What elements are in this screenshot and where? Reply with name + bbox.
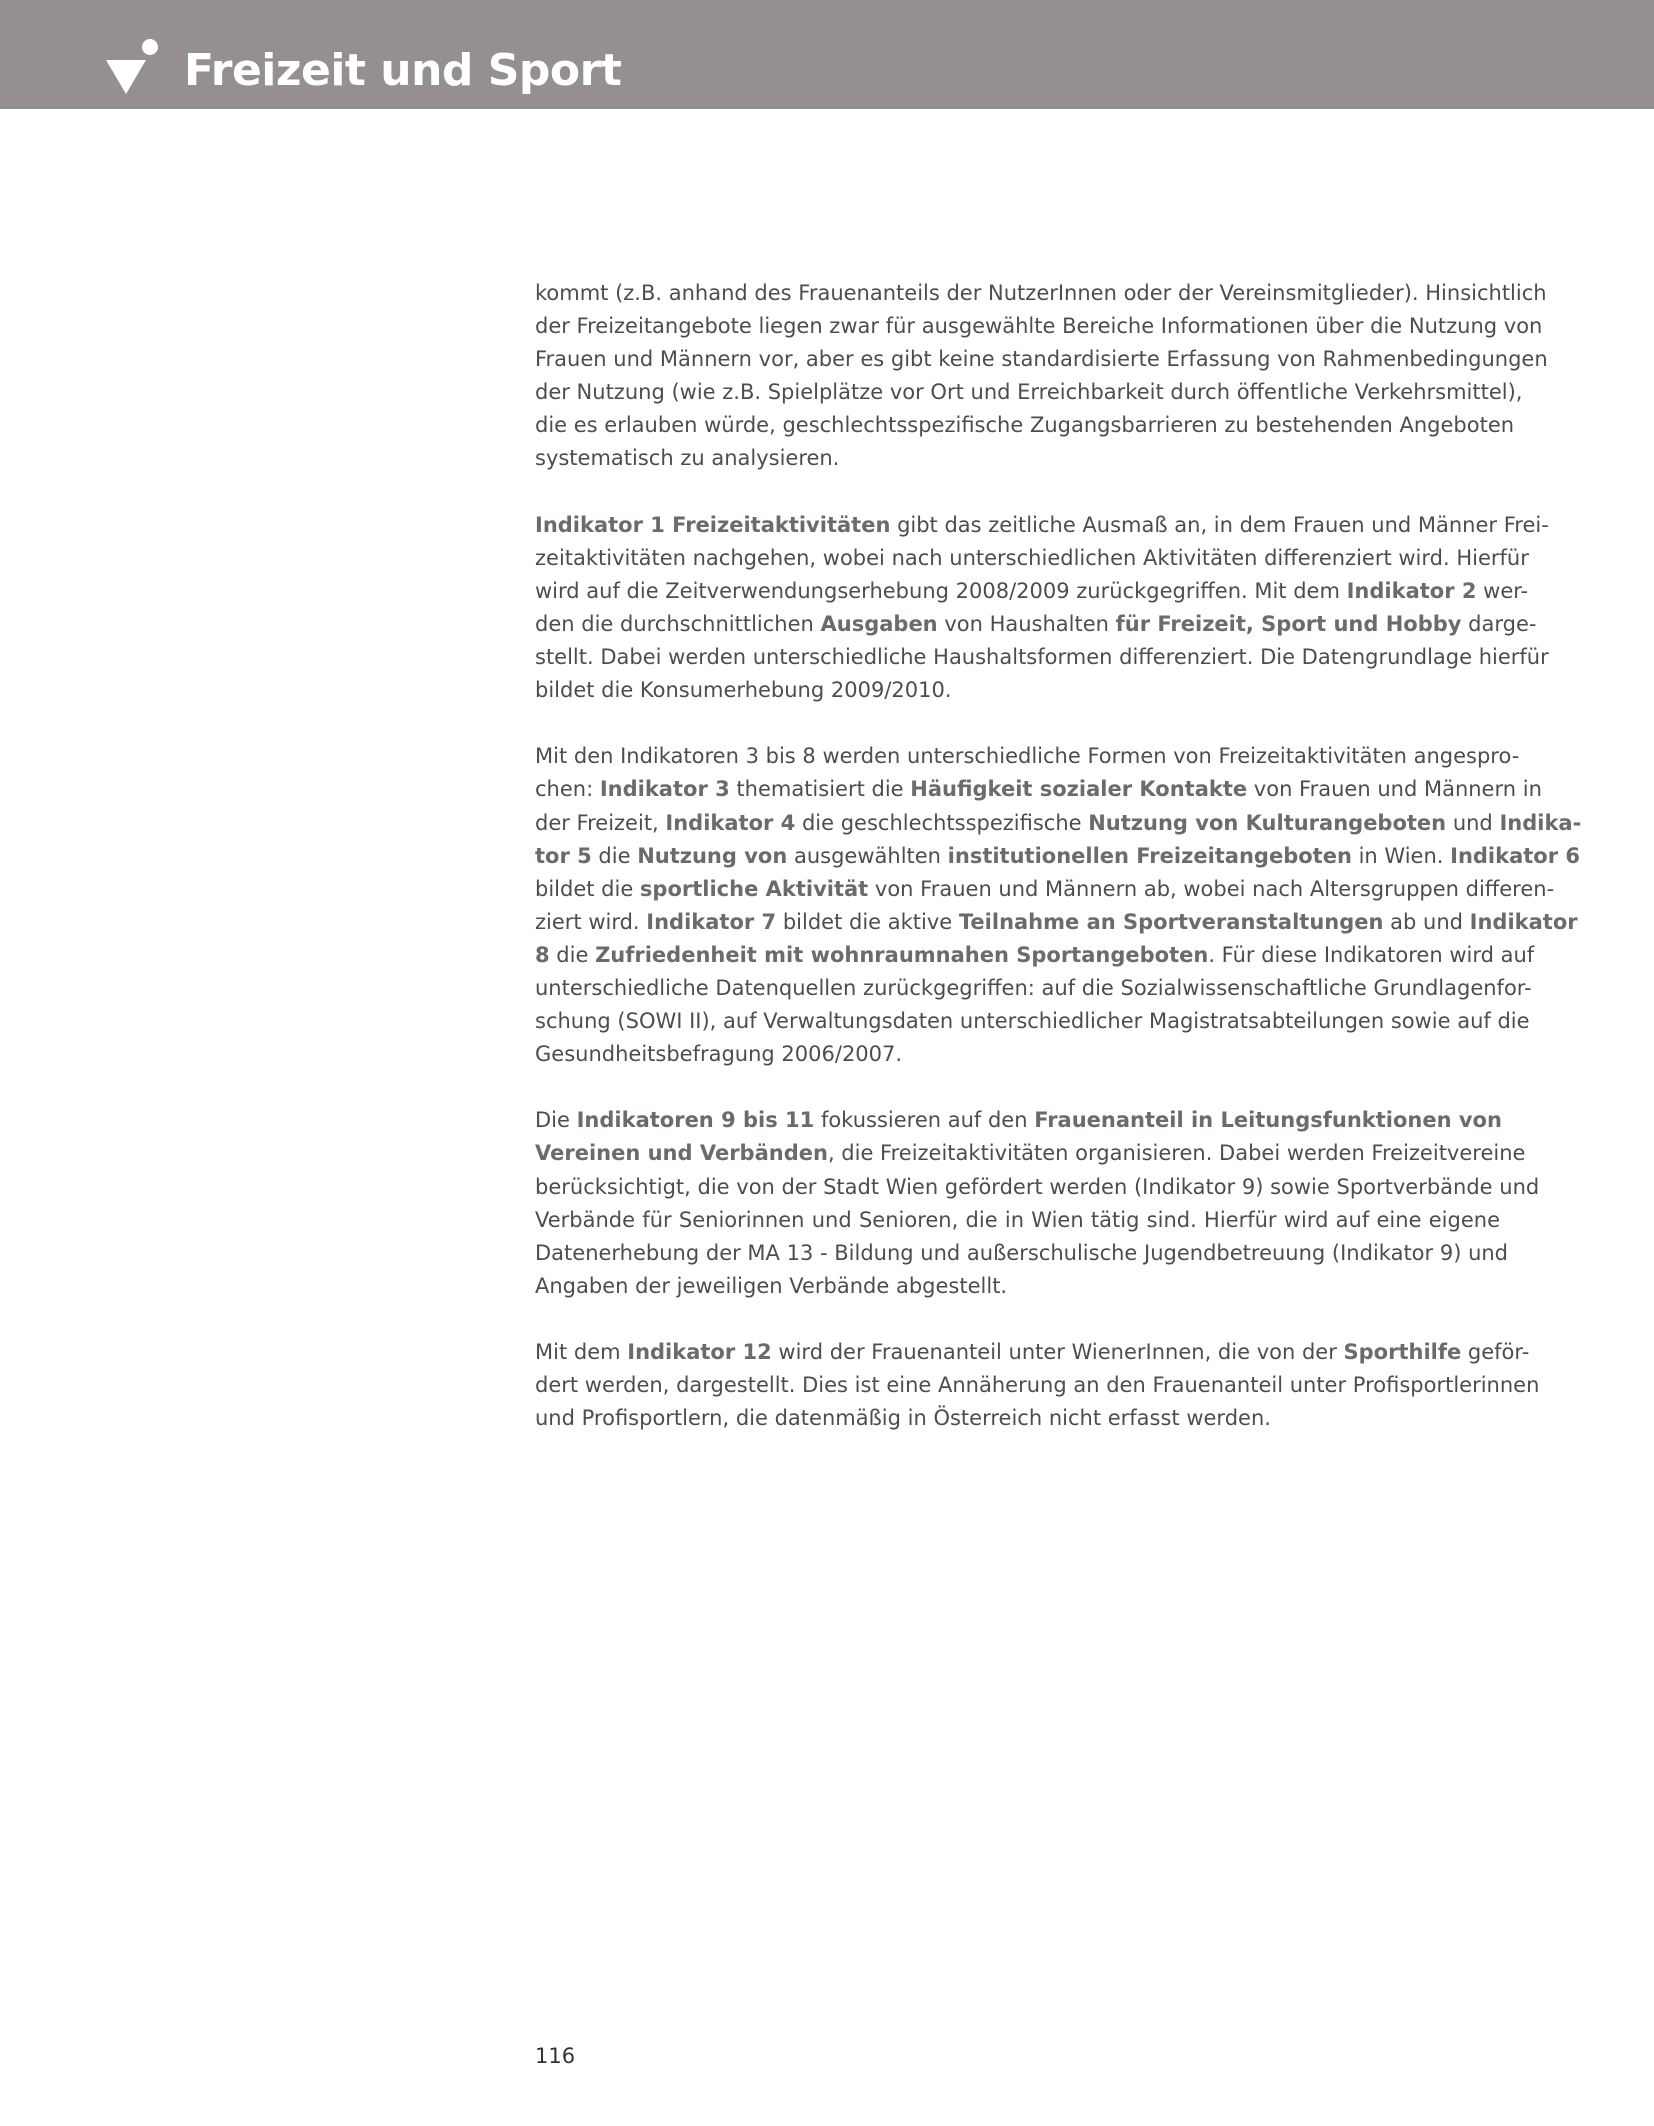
- text-run: Frauen und Männern vor, aber es gibt keine standardisierte Erfassung von Rahmenbedingungen: [535, 347, 1548, 372]
- text-run: kommt (z.B. anhand des Frauenanteils der NutzerInnen oder der Vereinsmitglieder). Hinsichtlich: [535, 281, 1547, 305]
- text-line: [535, 343, 1548, 376]
- text-run: der Freizeitangebote liegen zwar für ausgewählte Bereiche Informationen über die Nutzung von: [535, 314, 1543, 339]
- bold-text: Indika-: [1499, 810, 1582, 835]
- body-text: [535, 277, 1582, 1468]
- paragraph: [535, 740, 1582, 1071]
- text-run: , die Freizeitaktivitäten organisieren. Dabei werden Freizeitvereine: [827, 1141, 1526, 1166]
- text-run: Angaben der jeweiligen Verbände abgestellt.: [535, 1273, 1008, 1298]
- text-run: wer-: [1476, 578, 1529, 603]
- bold-text: sportliche Aktivität: [639, 876, 869, 901]
- text-run: stellt. Dabei werden unterschiedliche Haushaltsformen differenziert. Die Datengrundlage hierfür: [535, 645, 1549, 670]
- bold-text: Indikator 7: [646, 909, 777, 934]
- bold-text: Frauenanteil in Leitungsfunktionen von: [1034, 1108, 1502, 1133]
- text-run: Die: [535, 1108, 577, 1133]
- text-line: [535, 1171, 1540, 1204]
- text-line: [535, 509, 1549, 542]
- text-run: der Nutzung (wie z.B. Spielplätze vor Ort und Erreichbarkeit durch öffentliche Verkehrsmittel),: [535, 380, 1523, 405]
- text-run: der Freizeit,: [535, 810, 666, 835]
- text-run: unterschiedliche Datenquellen zurückgegriffen: auf die Sozialwissenschaftliche Grundlagenfor-: [535, 975, 1532, 1000]
- bold-text: Indikatoren 9 bis 11: [576, 1108, 815, 1133]
- text-run: bildet die aktive: [776, 909, 959, 934]
- text-line: [535, 376, 1523, 409]
- text-run: wird auf die Zeitverwendungserhebung 2008/2009 zurückgegriffen. Mit dem: [535, 578, 1347, 603]
- text-line: [535, 972, 1532, 1005]
- bold-text: Nutzung von: [637, 843, 788, 868]
- text-line: [535, 542, 1529, 575]
- text-run: von Frauen und Männern in: [1247, 777, 1542, 802]
- page-number: 116: [535, 2044, 576, 2068]
- text-run: bildet die: [535, 876, 640, 901]
- text-run: ausgewählten: [787, 843, 948, 868]
- bold-text: Nutzung von Kulturangeboten: [1088, 810, 1447, 835]
- bold-text: Indikator: [1469, 909, 1578, 934]
- bold-text: Zufriedenheit mit wohnraumnahen Sportangeboten: [595, 942, 1209, 967]
- paragraph: [535, 1104, 1540, 1303]
- text-line: [535, 1336, 1530, 1369]
- text-run: und Profisportlern, die datenmäßig in Österreich nicht erfasst werden.: [535, 1406, 1271, 1431]
- text-run: Verbände für Seniorinnen und Senioren, die in Wien tätig sind. Hierfür wird auf eine eigene: [535, 1207, 1500, 1232]
- text-run: . Für diese Indikatoren wird auf: [1208, 942, 1535, 967]
- text-run: und: [1446, 810, 1500, 835]
- text-line: [535, 575, 1529, 608]
- text-run: darge-: [1461, 611, 1537, 636]
- text-run: chen:: [535, 777, 600, 802]
- text-run: berücksichtigt, die von der Stadt Wien gefördert werden (Indikator 9) sowie Sportverbände und: [535, 1174, 1540, 1199]
- text-run: Gesundheitsbefragung 2006/2007.: [535, 1042, 903, 1067]
- text-line: [535, 807, 1582, 840]
- paragraph: [535, 509, 1549, 708]
- text-run: von Haushalten: [937, 611, 1116, 636]
- text-line: [535, 277, 1547, 310]
- text-run: die: [591, 843, 638, 868]
- bold-text: Vereinen und Verbänden: [535, 1141, 828, 1166]
- text-line: [535, 906, 1578, 939]
- text-line: [535, 1402, 1500, 1435]
- text-line: [535, 641, 1549, 674]
- text-line: [535, 1204, 1500, 1237]
- bold-text: tor 5: [535, 843, 592, 868]
- header-bar: [0, 0, 1654, 109]
- text-line: [535, 409, 1515, 442]
- bold-text: Indikator 3: [599, 777, 730, 802]
- bold-text: Häufigkeit sozialer Kontakte: [910, 777, 1248, 802]
- bold-text: 8: [535, 942, 550, 967]
- text-run: Datenerhebung der MA 13 - Bildung und außerschulische Jugendbetreuung (Indikator 9) und: [535, 1240, 1509, 1265]
- text-run: in Wien.: [1351, 843, 1451, 868]
- text-run: ziert wird.: [535, 909, 647, 934]
- paragraph: [535, 277, 1548, 476]
- bold-text: Ausgaben: [820, 611, 938, 636]
- text-run: Mit dem: [535, 1340, 628, 1364]
- text-run: die es erlauben würde, geschlechtsspezifische Zugangsbarrieren zu bestehenden Angeboten: [535, 413, 1515, 438]
- text-line: [535, 840, 1581, 873]
- text-line: [535, 1137, 1526, 1170]
- text-run: bildet die Konsumerhebung 2009/2010.: [535, 678, 952, 703]
- bold-text: für Freizeit, Sport und Hobby: [1115, 611, 1462, 636]
- bold-text: Indikator 1 Freizeitaktivitäten: [535, 512, 891, 537]
- text-run: thematisiert die: [729, 777, 911, 802]
- text-run: von Frauen und Männern ab, wobei nach Altersgruppen differen-: [868, 876, 1555, 901]
- text-line: [535, 1005, 1530, 1038]
- text-run: gibt das zeitliche Ausmaß an, in dem Frauen und Männer Frei-: [890, 512, 1549, 537]
- text-line: [535, 674, 1500, 707]
- text-run: geför-: [1461, 1340, 1530, 1364]
- text-line: [535, 1237, 1509, 1270]
- text-line: [535, 1104, 1500, 1137]
- bold-text: Indikator 2: [1346, 578, 1477, 603]
- text-line: [535, 442, 1500, 475]
- triangle-dot-logo-icon: [106, 38, 162, 96]
- bold-text: Indikator 6: [1450, 843, 1581, 868]
- bold-text: institutionellen Freizeitangeboten: [947, 843, 1352, 868]
- text-run: zeitaktivitäten nachgehen, wobei nach unterschiedlichen Aktivitäten differenziert wird. Hierfür: [535, 545, 1529, 570]
- text-line: [535, 310, 1543, 343]
- text-run: wird der Frauenanteil unter WienerInnen, die von der: [771, 1340, 1344, 1364]
- page-title: Freizeit und Sport: [184, 45, 622, 96]
- text-line: [535, 1270, 1500, 1303]
- text-line: [535, 873, 1555, 906]
- text-run: systematisch zu analysieren.: [535, 446, 840, 471]
- bold-text: Indikator 4: [665, 810, 796, 835]
- text-line: [535, 608, 1537, 641]
- bold-text: Teilnahme an Sportveranstaltungen: [958, 909, 1384, 934]
- text-line: [535, 740, 1520, 773]
- text-run: den die durchschnittlichen: [535, 611, 821, 636]
- paragraph: [535, 1336, 1540, 1435]
- bold-text: Sporthilfe: [1343, 1340, 1462, 1364]
- text-run: die geschlechtsspezifische: [795, 810, 1089, 835]
- text-run: schung (SOWI II), auf Verwaltungsdaten unterschiedlicher Magistratsabteilungen sowie auf die: [535, 1009, 1530, 1034]
- bold-text: Indikator 12: [627, 1340, 772, 1364]
- text-line: [535, 773, 1542, 806]
- text-run: dert werden, dargestellt. Dies ist eine Annäherung an den Frauenanteil unter Profisportlerinnen: [535, 1373, 1540, 1398]
- text-run: fokussieren auf den: [814, 1108, 1035, 1133]
- text-run: ab und: [1383, 909, 1470, 934]
- text-line: [535, 1369, 1540, 1402]
- text-line: [535, 1038, 1500, 1071]
- text-line: [535, 939, 1535, 972]
- text-run: die: [549, 942, 596, 967]
- text-run: Mit den Indikatoren 3 bis 8 werden unterschiedliche Formen von Freizeitaktivitäten angespro-: [535, 744, 1520, 769]
